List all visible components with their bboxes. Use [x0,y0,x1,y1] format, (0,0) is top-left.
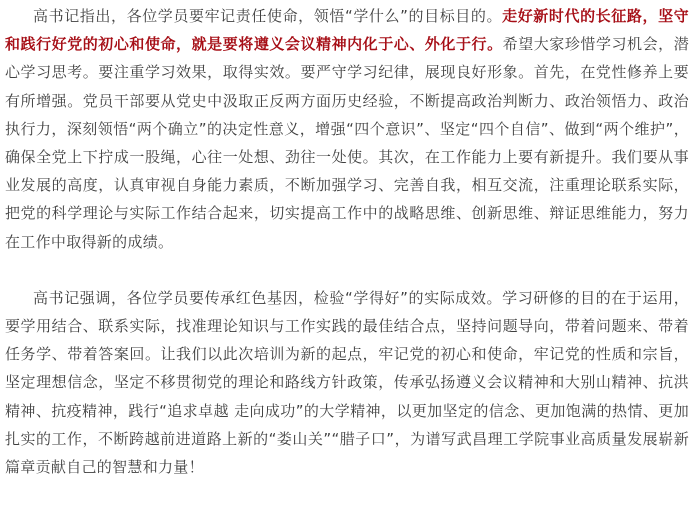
paragraph-1 [5,2,689,256]
paragraph-1-body: 希望大家珍惜学习机会，潜心学习思考。要注重学习效果，取得实效。要严守学习纪律，展现良好形象。首先，在党性修养上要有所增强。党员干部要从党史中汲取正反两方面历史经验，不断提高政治判断力、政治领悟力、政治执行力，深刻领悟“两个确立”的决定性意义，增强“四个意识”、坚定“四个自信”、做到“两个维护”，确保全党上下拧成一股绳，心往一处想、劲往一处使。其次，在工作能力上要有新提升。我们要从事业发展的高度，认真审视自身能力素质，不断加强学习、完善自我，相互交流，注重理论联系实际，把党的科学理论与实际工作结合起来，切实提高工作中的战略思维、创新思维、辩证思维能力，努力在工作中取得新的成绩。 [5,35,690,251]
article-body [5,2,689,481]
paragraph-1-intro: 高书记指出，各位学员要牢记责任使命，领悟“学什么”的目标目的。 [33,7,503,25]
paragraph-2: 高书记强调，各位学员要传承红色基因，检验“学得好”的实际成效。学习研修的目的在于运用，要学用结合、联系实际，找准理论知识与工作实践的最佳结合点，坚持问题导向，带着问题来、带着任务学、带着答案回。让我们以此次培训为新的起点，牢记党的初心和使命，牢记党的性质和宗旨，坚定理想信念，坚定不移贯彻党的理论和路线方针政策，传承弘扬遵义会议精神和大别山精神、抗洪精神、抗疫精神，践行“追求卓越 走向成功”的大学精神，以更加坚定的信念、更加饱满的热情、更加扎实的工作，不断跨越前进道路上新的“娄山关”“腊子口”，为谱写武昌理工学院事业高质量发展崭新篇章贡献自己的智慧和力量！ [5,288,689,477]
paragraph-1-emphasis: 走好新时代的长征路，坚守和践行好党的初心和使命，就是要将遵义会议精神内化于心、外化于行。 [5,7,689,54]
